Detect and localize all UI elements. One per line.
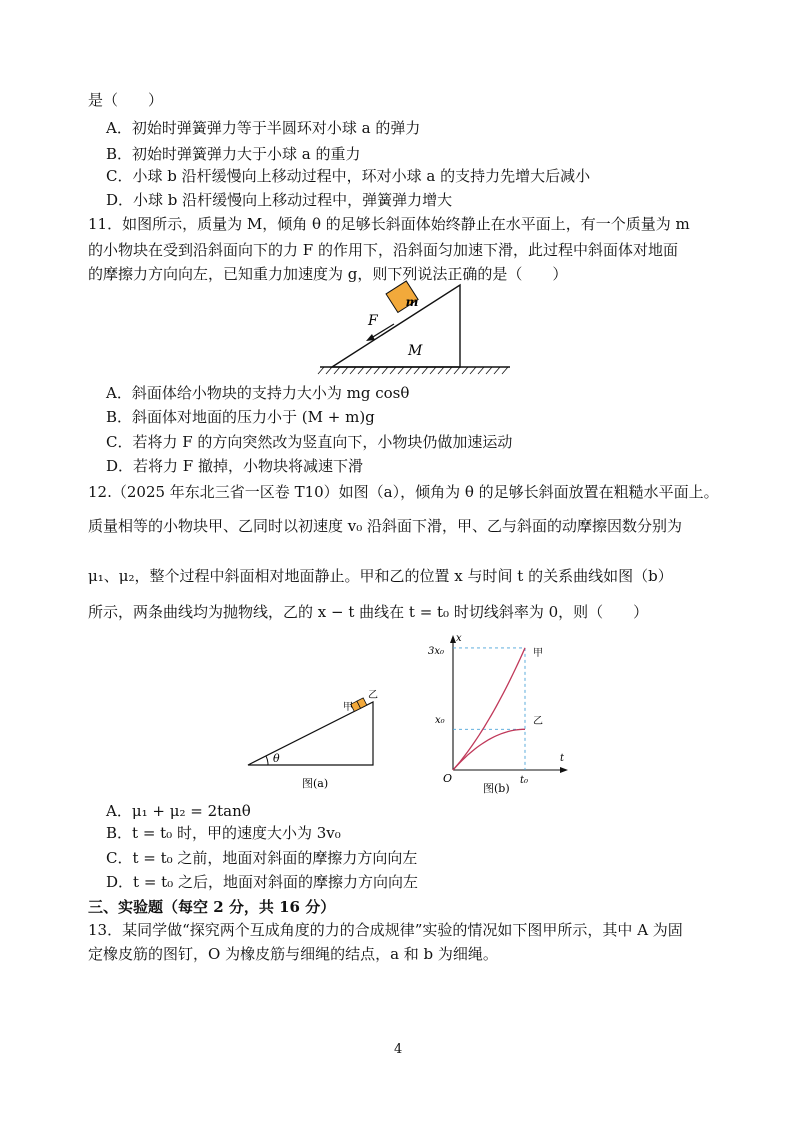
q10-option-c[interactable]: C．小球 b 沿杆缓慢向上移动过程中，环对小球 a 的支持力先增大后减小 [106, 167, 591, 185]
x-axis-label: t [560, 753, 565, 764]
tick-t0: t₀ [520, 775, 529, 786]
q11-option-b[interactable]: B．斜面体对地面的压力小于 (M + m)g [106, 408, 375, 426]
caption-a: 图(a) [302, 777, 329, 790]
q11-option-d[interactable]: D．若将力 F 撤掉，小物块将减速下滑 [106, 457, 363, 475]
wedge-label: M [408, 343, 423, 359]
page-number: 4 [394, 1042, 403, 1057]
figure-a [240, 680, 400, 795]
y-axis-label: x [456, 633, 462, 644]
guide-lines [453, 648, 525, 770]
label-jia: 甲 [343, 702, 353, 713]
curve-label-yi: 乙 [533, 716, 543, 727]
q12-stem-line-4: 所示，两条曲线均为抛物线，乙的 x − t 曲线在 t = t₀ 时切线斜率为 0，则（ ） [88, 603, 649, 621]
q11-stem-line-3: 的摩擦力方向向左，已知重力加速度为 g，则下列说法正确的是（ ） [88, 265, 568, 283]
q12-option-d[interactable]: D．t = t₀ 之后，地面对斜面的摩擦力方向向左 [106, 873, 418, 891]
q12-stem-line-2: 质量相等的小物块甲、乙同时以初速度 v₀ 沿斜面下滑，甲、乙与斜面的动摩擦因数分别为 [88, 517, 683, 535]
origin-label: O [443, 772, 453, 785]
x-axis-arrow [560, 767, 568, 773]
q10-stem-tail: 是（ ） [88, 91, 164, 109]
ground-hatch [318, 367, 508, 374]
curves [453, 648, 525, 770]
q12-stem-line-1: 12.（2025 年东北三省一区卷 T10）如图（a），倾角为 θ 的足够长斜面放置在粗糙水平面上。 [88, 483, 719, 501]
q11-stem-line-2: 的小物块在受到沿斜面向下的力 F 的作用下，沿斜面匀加速下滑，此过程中斜面体对地面 [88, 241, 678, 259]
label-yi: 乙 [368, 690, 378, 701]
curve-yi [453, 729, 525, 770]
force-label: F [368, 313, 378, 329]
section-heading: 三、实验题（每空 2 分，共 16 分） [88, 898, 336, 916]
q10-option-a[interactable]: A．初始时弹簧弹力等于半圆环对小球 a 的弹力 [106, 119, 421, 137]
force-arrowhead [366, 334, 375, 341]
block-label: m [405, 295, 419, 309]
blocks [351, 698, 367, 711]
q12-option-b[interactable]: B．t = t₀ 时，甲的速度大小为 3v₀ [106, 824, 341, 842]
q12-stem-line-3: μ₁、μ₂，整个过程中斜面相对地面静止。甲和乙的位置 x 与时间 t 的关系曲线如图（b） [88, 567, 673, 585]
curve-label-jia: 甲 [533, 648, 543, 659]
q11-option-c[interactable]: C．若将力 F 的方向突然改为竖直向下，小物块仍做加速运动 [106, 433, 513, 451]
q12-option-a[interactable]: A．μ₁ + μ₂ = 2tanθ [106, 802, 251, 820]
q10-option-b[interactable]: B．初始时弹簧弹力大于小球 a 的重力 [106, 145, 361, 163]
q11-stem-line-1: 11．如图所示，质量为 M，倾角 θ 的足够长斜面体始终静止在水平面上，有一个质量为 m [88, 215, 690, 233]
tick-x0: x₀ [435, 715, 445, 726]
tick-3x0: 3x₀ [428, 646, 445, 657]
angle-arc [266, 756, 268, 765]
q13-stem-line-2: 定橡皮筋的图钉，O 为橡皮筋与细绳的结点，a 和 b 为细绳。 [88, 945, 498, 963]
angle-label: θ [273, 752, 280, 765]
figure-b [425, 630, 575, 795]
q11-option-a[interactable]: A．斜面体给小物块的支持力大小为 mg cosθ [106, 384, 410, 402]
q10-option-d[interactable]: D．小球 b 沿杆缓慢向上移动过程中，弹簧弹力增大 [106, 191, 453, 209]
caption-b: 图(b) [483, 782, 510, 795]
q12-option-c[interactable]: C．t = t₀ 之前，地面对斜面的摩擦力方向向左 [106, 849, 418, 867]
curve-jia [453, 648, 525, 770]
q13-stem-line-1: 13．某同学做“探究两个互成角度的力的合成规律”实验的情况如下图甲所示，其中 A 为固 [88, 921, 683, 939]
q11-incline-figure [310, 280, 530, 380]
